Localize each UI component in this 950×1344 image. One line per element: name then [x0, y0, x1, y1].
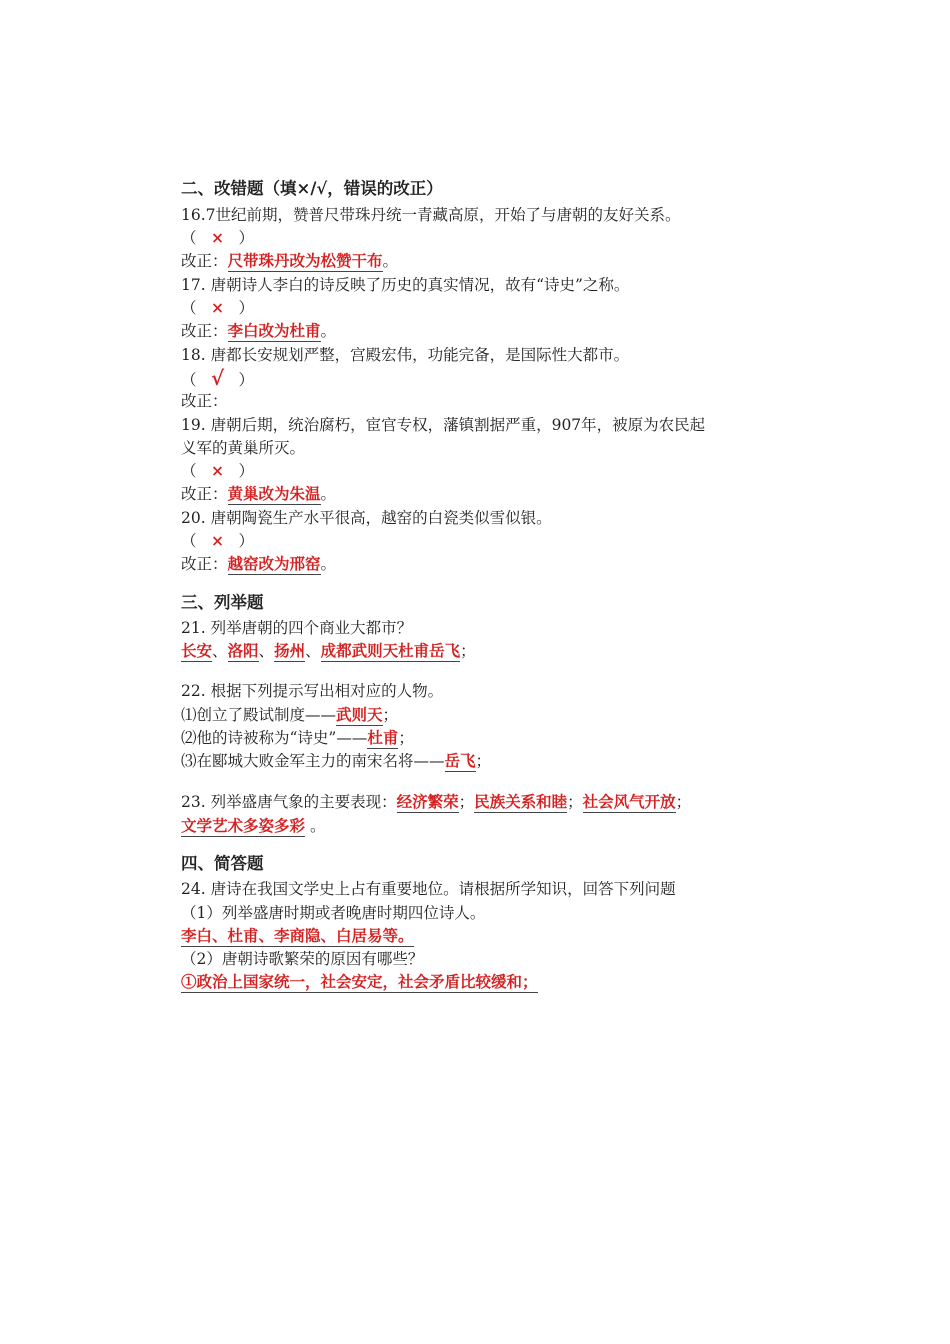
- answer-24-part-2: [181, 971, 801, 993]
- item-22-2: ⑵他的诗被称为“诗史”——杜甫；: [181, 728, 414, 747]
- answer-city: 长安: [181, 641, 213, 660]
- answer-mark-18: （ √ ）: [181, 366, 255, 390]
- cross-mark: ×: [211, 531, 225, 550]
- question-23: 23. 列举盛唐气象的主要表现：经济繁荣；民族关系和睦；社会风气开放；: [181, 792, 692, 811]
- question-18: 18. 唐都长安规划严整，宫殿宏伟，功能完备，是国际性大都市。: [181, 346, 630, 364]
- correction-16: 改正：尺带珠丹改为松赞干布。: [181, 251, 399, 270]
- answer-city: 成都武则天杜甫岳飞: [320, 641, 461, 660]
- question-19-cont: 义军的黄巢所灭。: [181, 439, 306, 457]
- question-20: 20. 唐朝陶瓷生产水平很高，越窑的白瓷类似雪似银。: [181, 509, 552, 527]
- answer-person: 杜甫: [367, 728, 399, 747]
- correction-18: 改正：: [181, 392, 228, 410]
- answer-24-part-1: [181, 925, 801, 947]
- question-24: 24. 唐诗在我国文学史上占有重要地位。请根据所学知识，回答下列问题: [181, 880, 676, 898]
- answer-city: 扬州: [274, 641, 306, 660]
- correction-answer: 越窑改为邢窑: [227, 554, 321, 573]
- answer-feature: 经济繁荣: [396, 792, 459, 811]
- correction-17: 改正：李白改为杜甫。: [181, 321, 337, 340]
- correction-answer: 李白改为杜甫: [227, 321, 321, 340]
- answer-person: 武则天: [336, 705, 383, 724]
- question-24-part-2: （2）唐朝诗歌繁荣的原因有哪些？: [181, 950, 424, 968]
- section-4-title: 四、简答题: [181, 854, 264, 873]
- check-mark: √: [210, 366, 225, 390]
- cross-mark: ×: [211, 461, 225, 480]
- question-22: 22. 根据下列提示写出相对应的人物。: [181, 682, 444, 700]
- answer-feature: 社会风气开放: [582, 792, 676, 811]
- answer-poets: 李白、杜甫、李商隐、白居易等。: [181, 926, 414, 945]
- correction-19: 改正：黄巢改为朱温。: [181, 484, 337, 503]
- item-22-1: ⑴创立了殿试制度——武则天；: [181, 705, 399, 724]
- answer-21: 长安、洛阳、扬州、成都武则天杜甫岳飞；: [181, 641, 476, 660]
- answer-mark-19: （ × ）: [181, 461, 255, 480]
- correction-20: 改正：越窑改为邢窑。: [181, 554, 337, 573]
- correction-answer: 黄巢改为朱温: [227, 484, 321, 503]
- section-2-title: 二、改错题（填×/√，错误的改正）: [181, 179, 443, 198]
- question-19: 19. 唐朝后期，统治腐朽，宦官专权，藩镇割据严重，907年，被原为农民起: [181, 416, 706, 434]
- question-21: 21. 列举唐朝的四个商业大都市？: [181, 619, 413, 637]
- cross-mark: ×: [211, 228, 225, 247]
- question-24-part-1: （1）列举盛唐时期或者晚唐时期四位诗人。: [181, 904, 486, 922]
- answer-23-cont: 文学艺术多姿多彩 。: [181, 816, 326, 835]
- answer-mark-16: （ × ）: [181, 228, 255, 247]
- correction-answer: 尺带珠丹改为松赞干布: [227, 251, 383, 270]
- answer-mark-20: （ × ）: [181, 531, 255, 550]
- answer-mark-17: （ × ）: [181, 298, 255, 317]
- answer-feature: 文学艺术多姿多彩: [181, 816, 306, 835]
- item-22-3: ⑶在郾城大败金军主力的南宋名将——岳飞；: [181, 751, 492, 770]
- cross-mark: ×: [211, 298, 225, 317]
- question-17: 17. 唐朝诗人李白的诗反映了历史的真实情况，故有“诗史”之称。: [181, 276, 630, 294]
- answer-person: 岳飞: [444, 751, 476, 770]
- answer-feature: 民族关系和睦: [474, 792, 568, 811]
- section-3-title: 三、列举题: [181, 593, 264, 612]
- question-16: 16.7世纪前期，赞普尺带珠丹统一青藏高原，开始了与唐朝的友好关系。: [181, 206, 681, 224]
- answer-city: 洛阳: [227, 641, 259, 660]
- answer-reasons: ①政治上国家统一，社会安定，社会矛盾比较缓和；: [181, 972, 538, 991]
